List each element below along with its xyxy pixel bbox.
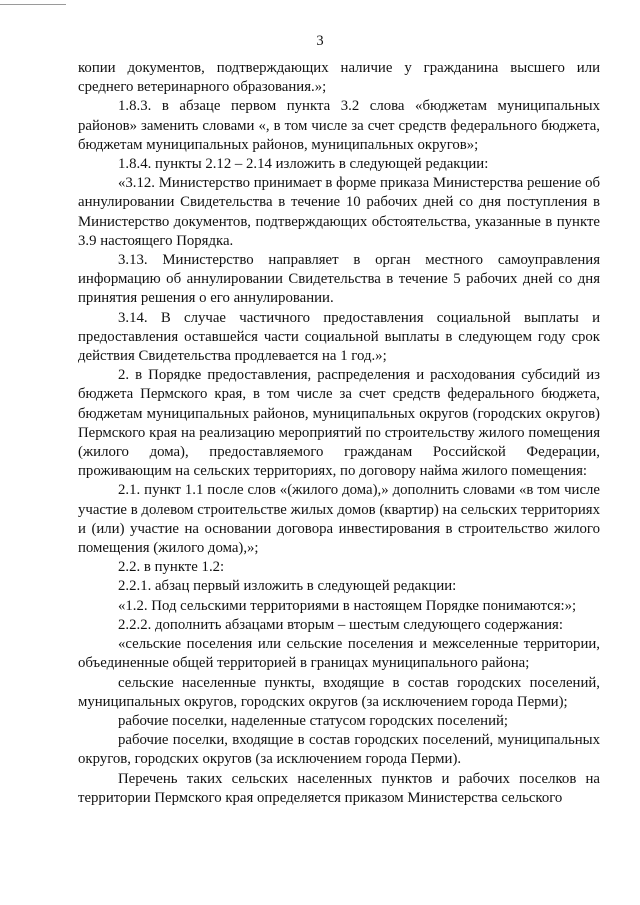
page-number: 3 xyxy=(316,33,324,49)
paragraph: 2.2.1. абзац первый изложить в следующей редакции: xyxy=(118,578,457,595)
paragraph: 3.13. Министерство направляет в орган местного самоуправления информацию об аннулировании Свидетельства в течение 5 рабочих дней со дня принятия решения о его аннулировании. xyxy=(78,252,600,307)
document-body xyxy=(78,59,600,808)
paragraph: Перечень таких сельских населенных пунктов и рабочих поселков на территории Пермского края определяется приказом Министерства сельского xyxy=(78,770,600,806)
paragraph: «1.2. Под сельскими территориями в настоящем Порядке понимаются:»; xyxy=(118,597,577,614)
paragraph: 2.2.2. дополнить абзацами вторым – шестым следующего содержания: xyxy=(118,616,563,633)
paragraph: рабочие поселки, наделенные статусом городских поселений; xyxy=(118,712,509,729)
paragraph: 2.2. в пункте 1.2: xyxy=(118,559,225,576)
scan-edge-line xyxy=(0,4,66,5)
paragraph: «3.12. Министерство принимает в форме приказа Министерства решение об аннулировании Свидетельства в течение 10 рабочих дней со дня поступления в Министерство документов, подтверждающих обстоятельства, указанные в пункте 3.9 настоящего Порядка. xyxy=(78,175,600,249)
paragraph: 2. в Порядке предоставления, распределения и расходования субсидий из бюджета Пермского края, в том числе за счет средств федерального бюджета, бюджетам муниципальных районов, муниципальных округов (городских округов) Пермского края на реализацию мероприятий по строительству жилого помещения (жилого дома), предоставляемого гражданам Российской Федерации, проживающим на сельских территориях, по договору найма жилого помещения: xyxy=(78,367,600,480)
paragraph: «сельские поселения или сельские поселения и межселенные территории, объединенные общей территорией в границах муниципального района; xyxy=(78,636,600,672)
paragraph: рабочие поселки, входящие в состав городских поселений, муниципальных округов, городских округов (за исключением города Перми). xyxy=(78,732,600,768)
paragraph: сельские населенные пункты, входящие в состав городских поселений, муниципальных округов, городских округов (за исключением города Перми); xyxy=(78,674,600,710)
paragraph: 1.8.3. в абзаце первом пункта 3.2 слова «бюджетам муниципальных районов» заменить словами «, в том числе за счет средств федерального бюджета, бюджетам муниципальных районов, муниципальных округов»; xyxy=(78,98,600,153)
paragraph: 1.8.4. пункты 2.12 – 2.14 изложить в следующей редакции: xyxy=(118,156,489,173)
paragraph: 3.14. В случае частичного предоставления социальной выплаты и предоставления оставшейся части социальной выплаты в следующем году срок действия Свидетельства продлевается на 1 год.»; xyxy=(78,309,600,365)
paragraph: копии документов, подтверждающих наличие у гражданина высшего или среднего ветеринарного образования.»; xyxy=(78,60,600,96)
paragraph: 2.1. пункт 1.1 после слов «(жилого дома),» дополнить словами «в том числе участие в долевом строительстве жилых домов (квартир) на сельских территориях и (или) участие на основании договора инвестирования в строительство жилого помещения (жилого дома),»; xyxy=(78,482,600,557)
